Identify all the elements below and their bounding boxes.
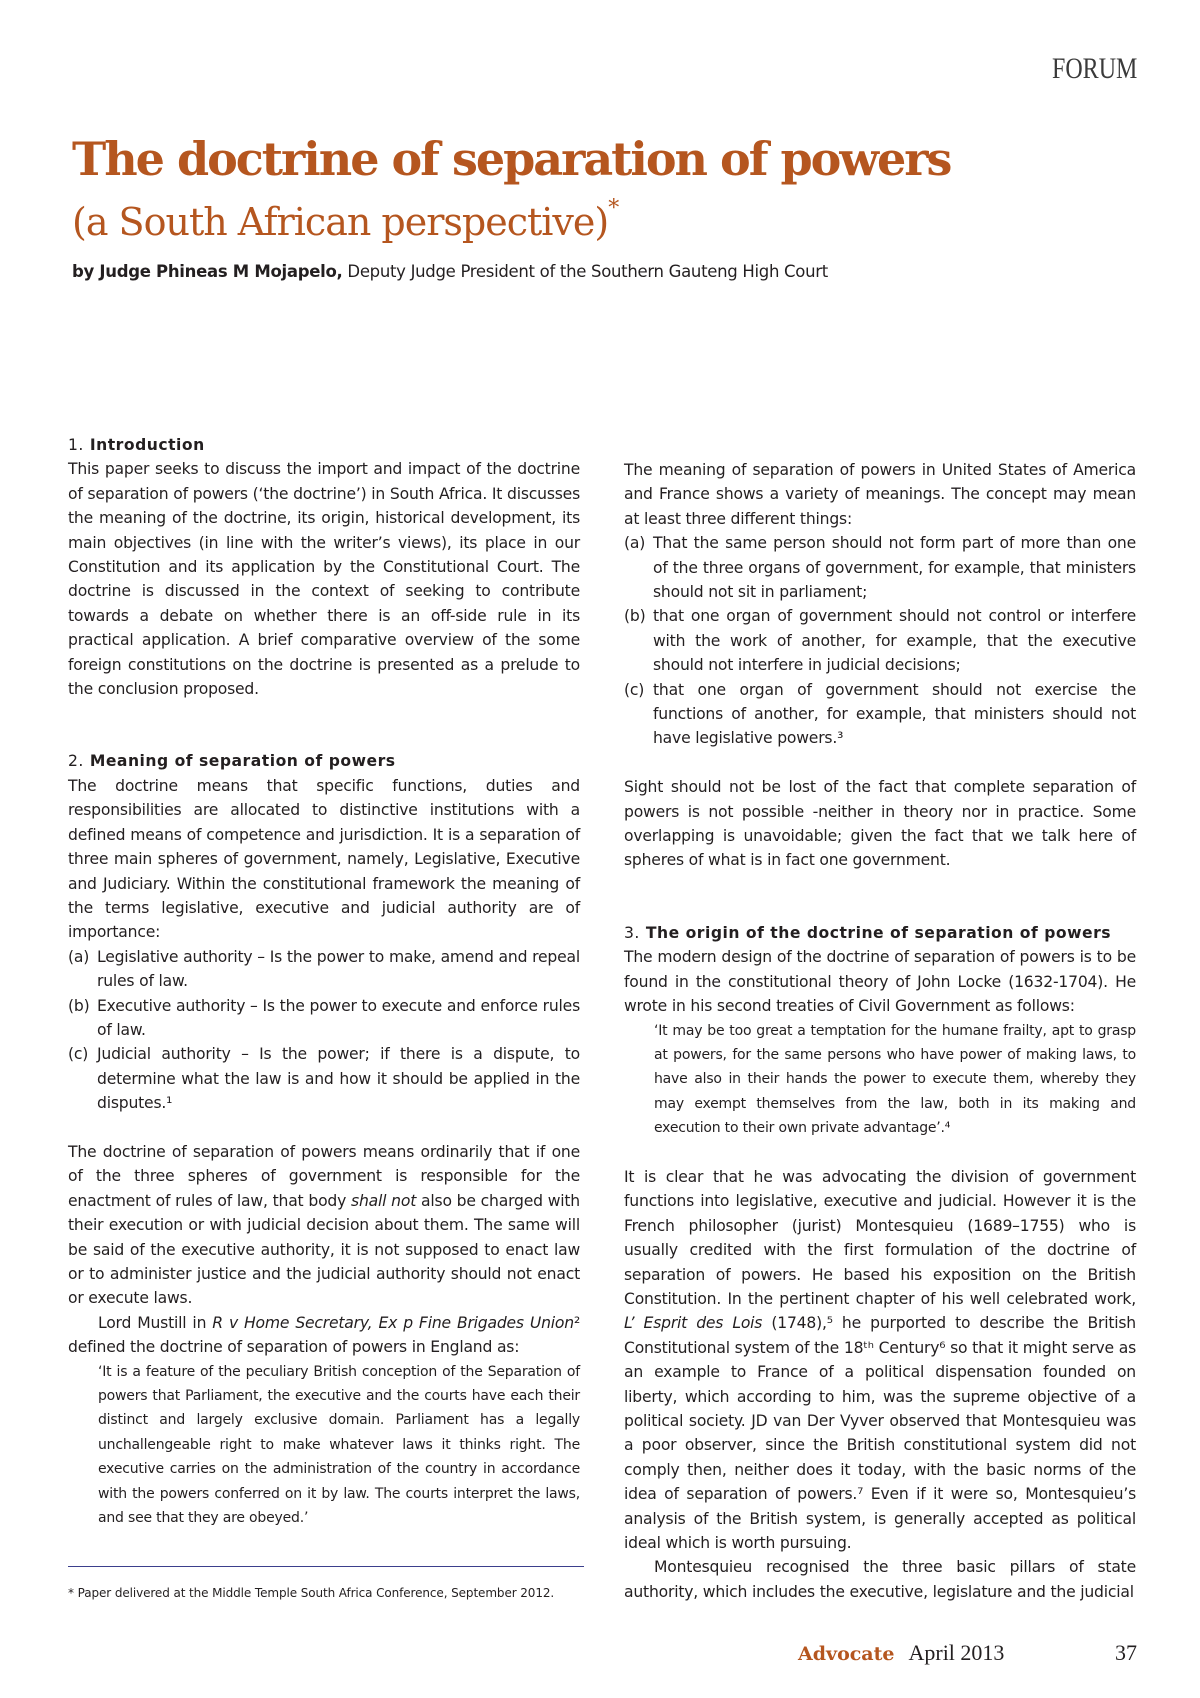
list-text: that one organ of government should not exercise the functions of another, for example, that ministers should not have legislative powers.³ (653, 680, 1136, 748)
text-run: Montesquieu recognised the three basic pillars of state authority, which includes the executive, legislature and the judicial (624, 1558, 1136, 1601)
spacer (624, 1141, 1136, 1165)
list-item (68, 994, 580, 1043)
spacer (68, 1116, 580, 1140)
list-text: Legislative authority – Is the power to make, amend and repeal rules of law. (97, 947, 580, 991)
list-item (624, 531, 1136, 604)
right-column (624, 458, 1136, 1604)
subtitle-text: (a South African perspective) (72, 200, 609, 244)
list-label: (c) (68, 1045, 89, 1064)
text-run: The modern design of the doctrine of separation of powers is to be found in the constitutional theory of John Locke (1632-1704). He wrote in his second treaties of Civil Government as follows: (624, 948, 1136, 1016)
text-run: The meaning of separation of powers in United States of America and France shows a variety of meanings. The concept may mean at least three different things: (624, 461, 1136, 528)
left-column (68, 433, 580, 1530)
block-quote: ‘It is a feature of the peculiary British conception of the Separation of powers that Parliament, the executive and the courts have each their distinct and largely exclusive domain. Parliament has a legally unchallengeable right to make whatever laws it thinks right. The executive carries on the administration of the country in accordance with the powers conferred on it by law. The courts interpret the laws, and see that they are obeyed.’ (98, 1363, 580, 1527)
section-heading (624, 921, 1136, 945)
paragraph (68, 1311, 580, 1360)
section-title: Meaning of separation of powers (89, 752, 396, 771)
section-number: 1. (68, 436, 84, 454)
list-item (68, 1042, 580, 1115)
section-heading (68, 433, 580, 457)
paragraph (68, 1140, 580, 1311)
footnote-mark: * (608, 196, 619, 221)
section-number: 3. (624, 923, 640, 942)
footnote: * Paper delivered at the Middle Temple South Africa Conference, September 2012. (68, 1586, 555, 1600)
list-item (624, 678, 1136, 751)
byline (72, 262, 828, 281)
text-run: The doctrine of separation of powers means ordinarily that if one of the three spheres of government is responsible for the enactment of rules of law, that body (68, 1142, 580, 1210)
text-run: also be charged with their execution or with judicial decision about them. The same will be said of the executive authority, it is not supposed to enact law or to administer justice and the judicial authority should not enact or execute laws. (68, 1191, 580, 1308)
list-item (624, 604, 1136, 677)
page-footer (798, 1640, 1137, 1666)
list-label: (b) (624, 607, 646, 626)
list-label: (b) (68, 996, 90, 1015)
paragraph (68, 774, 580, 945)
text-run: R v Home Secretary, Ex p Fine Brigades Union (212, 1313, 574, 1332)
text-run: Sight should not be lost of the fact that complete separation of powers is not possible -neither in theory nor in practice. Some overlapping is unavoidable; given the fact that we talk here of spheres of what is in fact one government. (624, 778, 1136, 870)
list-label: (a) (624, 534, 646, 553)
publication-name: Advocate (798, 1643, 895, 1665)
text-run: The doctrine means that specific functions, duties and responsibilities are allocated to distinctive institutions with a defined means of competence and jurisdiction. It is a separation of three main spheres of government, namely, Legislative, Executive and Judiciary. Within the constitutional framework the meaning of the terms legislative, executive and judicial authority are of importance: (68, 776, 580, 942)
paragraph (624, 945, 1136, 1018)
footnote-divider (68, 1566, 584, 1567)
paragraph (68, 457, 580, 701)
text-run: It is clear that he was advocating the division of government functions into legislative, executive and judicial. However it is the French philosopher (jurist) Montesquieu (1689–1755) who is usually credited with the first formulation of the doctrine of separation of powers. He based his exposition on the British Constitution. In the pertinent chapter of his well celebrated work, (624, 1167, 1136, 1308)
list-label: (c) (624, 680, 645, 699)
list-item (68, 945, 580, 994)
text-run: Lord Mustill in (98, 1313, 213, 1332)
paragraph (624, 775, 1136, 873)
section-title: The origin of the doctrine of separation of powers (645, 923, 1112, 942)
paragraph (624, 1555, 1136, 1604)
list-text: Judicial authority – Is the power; if there is a dispute, to determine what the law is and how it should be applied in the disputes.¹ (97, 1045, 580, 1113)
list-text: Executive authority – Is the power to execute and enforce rules of law. (97, 996, 580, 1039)
page-number: 37 (1115, 1640, 1137, 1665)
list-label: (a) (68, 947, 90, 966)
paragraph (624, 458, 1136, 531)
section-number: 2. (68, 752, 84, 771)
section-label: FORUM (1052, 52, 1138, 85)
byline-role: Deputy Judge President of the Southern Gauteng High Court (342, 262, 828, 281)
issue-date: April 2013 (908, 1640, 1005, 1665)
article-subtitle (72, 196, 619, 244)
article-title: The doctrine of separation of powers (72, 132, 951, 186)
spacer (624, 751, 1136, 775)
section-heading (68, 749, 580, 773)
section-title: Introduction (89, 436, 205, 454)
paragraph (624, 1165, 1136, 1556)
text-run: L’ Esprit des Lois (624, 1314, 763, 1333)
text-run: ² defined the doctrine of separation of powers in England as: (68, 1313, 581, 1357)
block-quote: ‘It may be too great a temptation for the humane frailty, apt to grasp at powers, for the same persons who have power of making laws, to have also in their hands the power to execute them, whereby they may exempt themselves from the law, both in its making and execution to their own private advantage’.⁴ (654, 1022, 1136, 1137)
text-run: This paper seeks to discuss the import and impact of the doctrine of separation of powers (‘the doctrine’) in South Africa. It discusses the meaning of the doctrine, its origin, historical development, its main objectives (in line with the writer’s views), its place in our Constitution and its application by the Constitutional Court. The doctrine is discussed in the context of seeking to contribute towards a debate on whether there is an off-side rule in its practical application. A brief comparative overview of the some foreign constitutions on the doctrine is presented as a prelude to the conclusion proposed. (68, 460, 580, 699)
list-text: that one organ of government should not control or interfere with the work of another, for example, that the executive should not interfere in judicial decisions; (653, 607, 1136, 675)
list-text: That the same person should not form part of more than one of the three organs of government, for example, that ministers should not sit in parliament; (653, 534, 1136, 602)
text-run: (1748),⁵ he purported to describe the British Constitutional system of the 18ᵗʰ Century⁶ so that it might serve as an example to France of a political dispensation founded on liberty, which according to him, was the supreme objective of a political society. JD van Der Vyver observed that Montesquieu was a poor observer, since the British constitutional system did not comply then, neither does it today, with the basic norms of the idea of separation of powers.⁷ Even if it were so, Montesquieu’s analysis of the British system, is generally accepted as political ideal which is worth pursuing. (624, 1314, 1136, 1553)
text-run: shall not (351, 1191, 417, 1210)
spacer (624, 873, 1136, 921)
byline-author: by Judge Phineas M Mojapelo, (72, 262, 343, 281)
spacer (68, 701, 580, 749)
